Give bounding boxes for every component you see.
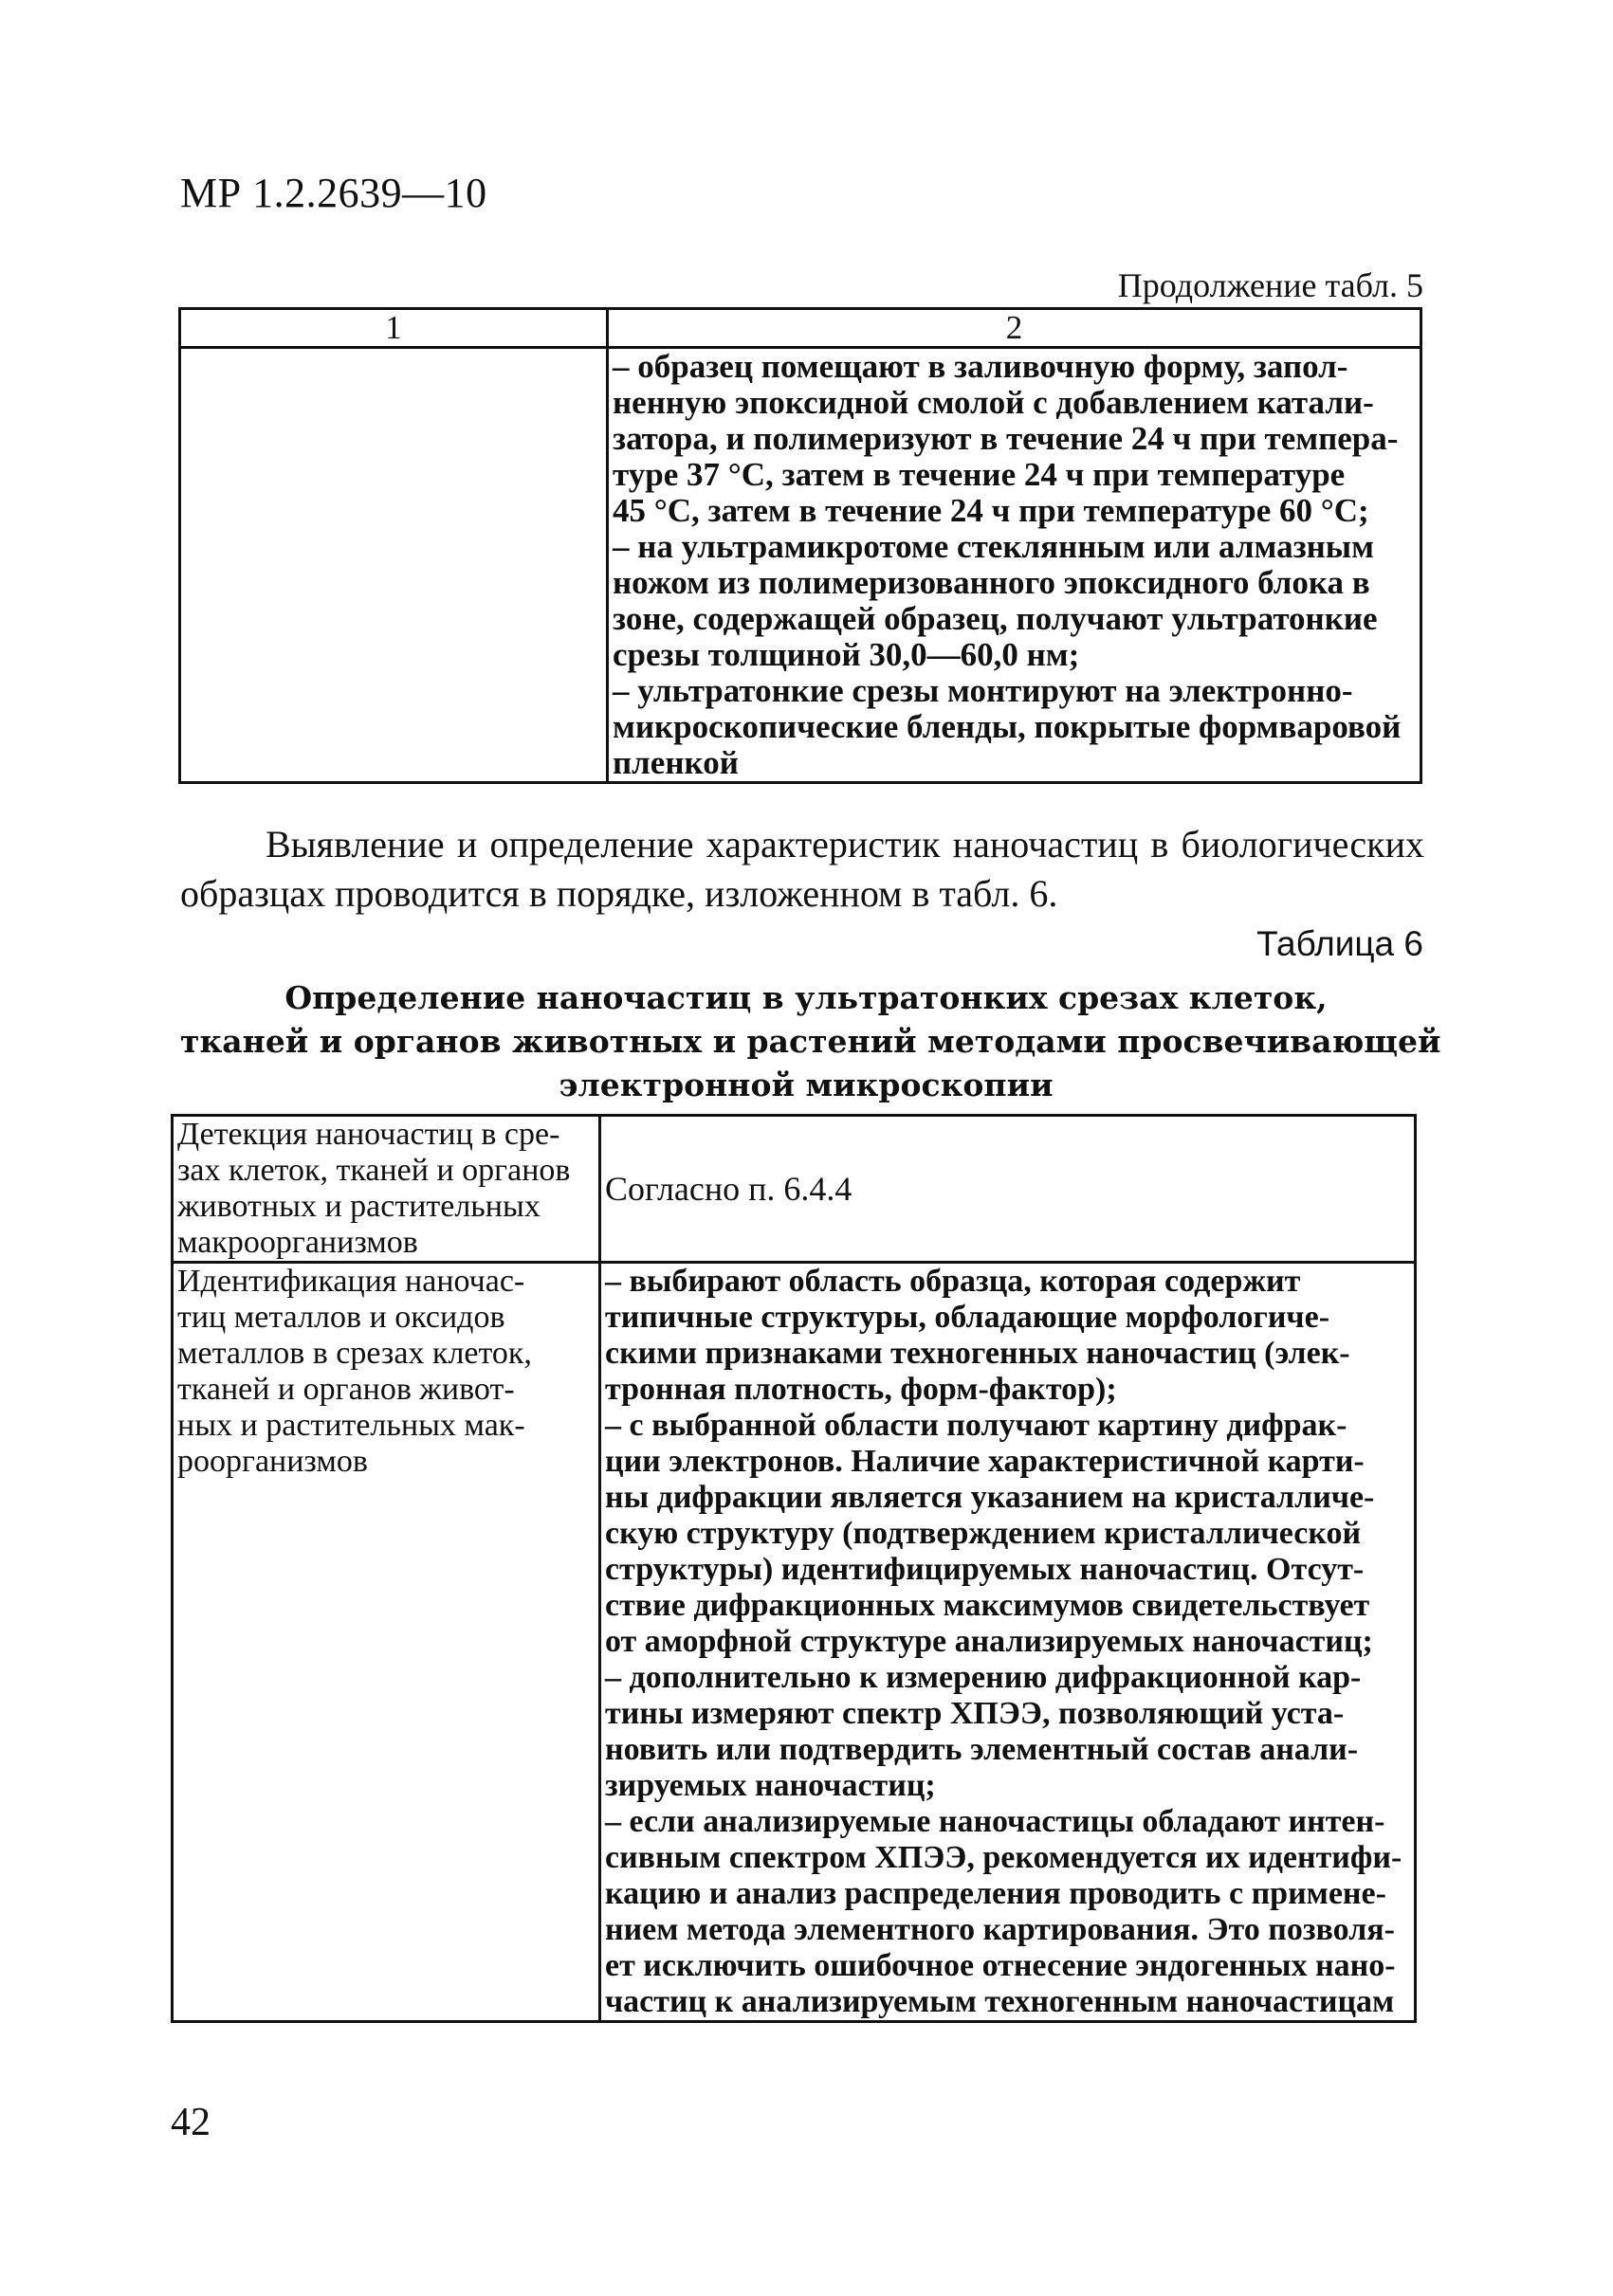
text-line: макроорганизмов (177, 1225, 418, 1260)
text-line: Идентификация наночас- (177, 1264, 525, 1299)
title-line: электронной микроскопии (559, 1066, 1054, 1103)
text-line: нием метода элементного картирования. Это позволя- (605, 1912, 1395, 1947)
text-line: тиц металлов и оксидов (177, 1300, 505, 1335)
text-line: частиц к анализируемым техногенным наночастицам (605, 1984, 1395, 2019)
text-line: – на ультрамикротоме стеклянным или алмазным (613, 528, 1374, 565)
text-line: ны дифракции является указанием на кристалличе- (605, 1480, 1375, 1515)
text-line: затора, и полимеризуют в течение 24 ч при темпера- (613, 420, 1399, 457)
text-line: тканей и органов живот- (177, 1372, 515, 1407)
table-6-title (180, 976, 1441, 1107)
text-line: новить или подтвердить элементный состав анали- (605, 1732, 1359, 1767)
text-line: 45 °С, затем в течение 24 ч при температуре 60 °С; (613, 492, 1369, 529)
table-header-row (180, 309, 1421, 348)
text-line: – если анализируемые наночастицы обладают интен- (605, 1804, 1385, 1839)
text-line: типичные структуры, обладающие морфологиче- (605, 1300, 1330, 1335)
page-number: 42 (171, 2101, 211, 2144)
text-line: животных и растительных (177, 1189, 541, 1224)
text-line: тронная плотность, форм-фактор); (605, 1372, 1117, 1407)
title-line: Определение наночастиц в ультратонких срезах клеток, (284, 979, 1328, 1016)
text-line: ет исключить ошибочное отнесение эндогенных нано- (605, 1948, 1396, 1983)
text-line: ции электронов. Наличие характеристичной карти- (605, 1444, 1365, 1479)
text-line: зах клеток, тканей и органов (177, 1153, 571, 1188)
text-line: скую структуру (подтверждением кристаллической (605, 1516, 1362, 1551)
table-cell-method (173, 1263, 600, 2022)
text-line: – дополнительно к измерению дифракционной кар- (605, 1660, 1362, 1695)
column-1-header: 1 (180, 309, 608, 348)
text-line: тины измеряют спектр ХПЭЭ, позволяющий уста- (605, 1696, 1345, 1731)
text-line: кацию и анализ распределения проводить с примене- (605, 1876, 1386, 1911)
table-row (173, 1116, 1416, 1263)
text-line: структуры) идентифицируемых наночастиц. Отсут- (605, 1552, 1365, 1587)
table-row (173, 1263, 1416, 2022)
table-cell-method (173, 1116, 600, 1263)
table-6-label: Таблица 6 (1256, 924, 1423, 963)
text-line: ножом из полимеризованного эпоксидного блока в (613, 564, 1370, 601)
text-line: срезы толщиной 30,0—60,0 нм; (613, 636, 1080, 673)
table-5-continuation (178, 307, 1422, 784)
text-line: Согласно п. 6.4.4 (605, 1170, 852, 1208)
text-line: металлов в срезах клеток, (177, 1336, 532, 1371)
table-6 (171, 1114, 1417, 2023)
table-cell-reference (600, 1116, 1416, 1263)
text-line: ствие дифракционных максимумов свидетельствует (605, 1588, 1370, 1623)
text-line: роорганизмов (177, 1444, 368, 1479)
table-row (180, 348, 1421, 783)
text-line: – образец помещают в заливочную форму, запол- (613, 348, 1348, 385)
text-line: ных и растительных мак- (177, 1408, 525, 1443)
table-continuation-label: Продолжение табл. 5 (1117, 266, 1423, 304)
document-code: МР 1.2.2639—10 (180, 170, 487, 216)
table-cell-empty (180, 348, 608, 783)
text-line: от аморфной структуре анализируемых наночастиц; (605, 1624, 1373, 1659)
text-line: скими признаками техногенных наночастиц (элек- (605, 1336, 1350, 1371)
text-line: Детекция наночастиц в сре- (177, 1117, 560, 1152)
column-2-header: 2 (608, 309, 1421, 348)
text-line: – ультратонкие срезы монтируют на электронно- (613, 672, 1353, 709)
text-line: ненную эпоксидной смолой с добавлением катали- (613, 384, 1374, 421)
text-line: микроскопические бленды, покрытые формваровой (613, 708, 1402, 745)
text-line: туре 37 °С, затем в течение 24 ч при температуре (613, 456, 1346, 493)
body-paragraph: Выявление и определение характеристик наночастиц в биологических образцах проводится в порядке, изложенном в табл. 6. (180, 823, 1424, 915)
title-line: тканей и органов животных и растений методами просвечивающей (180, 1023, 1441, 1060)
text-line: зоне, содержащей образец, получают ультратонкие (613, 600, 1378, 637)
text-line: зируемых наночастиц; (605, 1768, 936, 1803)
text-line: сивным спектром ХПЭЭ, рекомендуется их идентифи- (605, 1840, 1402, 1875)
text-line: – с выбранной области получают картину дифрак- (605, 1408, 1347, 1443)
table-cell-procedure (608, 348, 1421, 783)
text-line: – выбирают область образца, которая содержит (605, 1264, 1301, 1299)
table-cell-procedure (600, 1263, 1416, 2022)
text-line: пленкой (613, 744, 739, 781)
